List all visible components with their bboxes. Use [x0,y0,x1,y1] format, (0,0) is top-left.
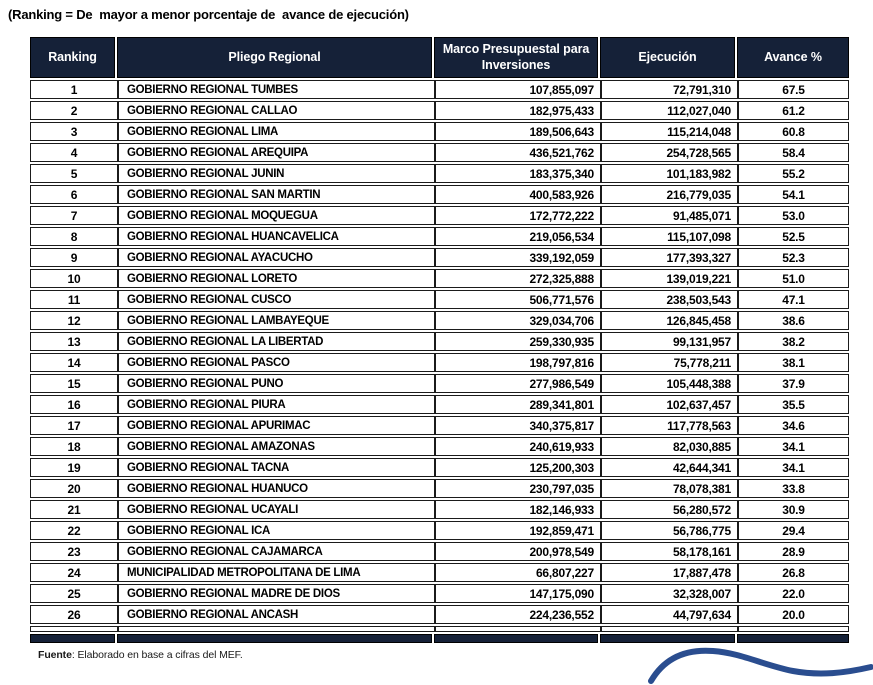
cell-ranking: 24 [67,565,81,580]
cell-avance: 26.8 [737,564,848,581]
cell-marco: 125,200,303 [434,459,600,476]
cell-avance: 34.1 [737,459,848,476]
table-row [30,605,849,624]
cell-pliego: GOBIERNO REGIONAL TACNA [117,459,434,476]
cell-ejecucion: 75,778,211 [600,354,737,371]
table-header-row [30,37,849,78]
cell-ejecucion: 126,845,458 [600,312,737,329]
cell-pliego: GOBIERNO REGIONAL CALLAO [117,102,434,119]
table-row [30,248,849,267]
column-header-pliego-regional: Pliego Regional [117,37,432,78]
table-row [30,122,849,141]
cell-ranking: 11 [67,292,81,307]
cell-ranking: 9 [70,250,78,265]
column-header-avance: Avance % [737,37,849,78]
cell-marco: 259,330,935 [434,333,600,350]
empty-row [30,626,849,632]
cell-marco: 107,855,097 [434,81,600,98]
cell-marco: 224,236,552 [434,606,600,623]
footer-bar-segment [117,634,432,643]
cell-marco: 183,375,340 [434,165,600,182]
cell-ejecucion: 72,791,310 [600,81,737,98]
cell-ranking: 2 [70,103,78,118]
cell-avance: 35.5 [737,396,848,413]
cell-pliego: GOBIERNO REGIONAL AYACUCHO [117,249,434,266]
cell-ejecucion: 105,448,388 [600,375,737,392]
table-body [30,80,849,624]
cell-avance: 61.2 [737,102,848,119]
cell-pliego: GOBIERNO REGIONAL LA LIBERTAD [117,333,434,350]
cell-pliego: GOBIERNO REGIONAL ICA [117,522,434,539]
empty-cell [600,627,737,631]
cell-pliego: GOBIERNO REGIONAL TUMBES [117,81,434,98]
footer-bar-segment [600,634,735,643]
cell-marco: 277,986,549 [434,375,600,392]
cell-pliego: GOBIERNO REGIONAL LORETO [117,270,434,287]
cell-ejecucion: 82,030,885 [600,438,737,455]
table-row [30,395,849,414]
cell-marco: 339,192,059 [434,249,600,266]
cell-marco: 189,506,643 [434,123,600,140]
cell-avance: 51.0 [737,270,848,287]
cell-ranking: 18 [67,439,81,454]
table-row [30,143,849,162]
partial-logo-swoosh-icon [643,645,873,685]
cell-ranking: 19 [67,460,81,475]
cell-pliego: GOBIERNO REGIONAL HUANUCO [117,480,434,497]
cell-avance: 37.9 [737,375,848,392]
cell-pliego: GOBIERNO REGIONAL LIMA [117,123,434,140]
cell-pliego: GOBIERNO REGIONAL CAJAMARCA [117,543,434,560]
cell-marco: 198,797,816 [434,354,600,371]
cell-ejecucion: 32,328,007 [600,585,737,602]
cell-marco: 182,146,933 [434,501,600,518]
cell-avance: 60.8 [737,123,848,140]
cell-pliego: GOBIERNO REGIONAL HUANCAVELICA [117,228,434,245]
cell-pliego: GOBIERNO REGIONAL LAMBAYEQUE [117,312,434,329]
table-row [30,542,849,561]
ranking-table [30,37,849,643]
cell-avance: 53.0 [737,207,848,224]
table-row [30,563,849,582]
cell-ejecucion: 44,797,634 [600,606,737,623]
cell-ejecucion: 177,393,327 [600,249,737,266]
table-row [30,290,849,309]
cell-avance: 20.0 [737,606,848,623]
cell-avance: 28.9 [737,543,848,560]
cell-pliego: GOBIERNO REGIONAL CUSCO [117,291,434,308]
cell-pliego: GOBIERNO REGIONAL ANCASH [117,606,434,623]
cell-ranking: 22 [67,523,81,538]
cell-ejecucion: 115,214,048 [600,123,737,140]
cell-pliego: GOBIERNO REGIONAL UCAYALI [117,501,434,518]
cell-pliego: GOBIERNO REGIONAL SAN MARTIN [117,186,434,203]
table-footer-bar [30,634,849,643]
cell-ranking: 20 [67,481,81,496]
empty-cell [117,627,434,631]
cell-ranking: 17 [67,418,81,433]
empty-cell [31,627,117,631]
cell-avance: 55.2 [737,165,848,182]
cell-ranking: 14 [67,355,81,370]
cell-marco: 182,975,433 [434,102,600,119]
cell-ejecucion: 58,178,161 [600,543,737,560]
cell-avance: 30.9 [737,501,848,518]
cell-ejecucion: 115,107,098 [600,228,737,245]
table-row [30,206,849,225]
cell-ranking: 26 [67,607,81,622]
cell-avance: 58.4 [737,144,848,161]
cell-ejecucion: 56,786,775 [600,522,737,539]
cell-marco: 192,859,471 [434,522,600,539]
cell-avance: 52.3 [737,249,848,266]
cell-pliego: GOBIERNO REGIONAL AMAZONAS [117,438,434,455]
cell-avance: 34.1 [737,438,848,455]
table-row [30,269,849,288]
cell-ejecucion: 101,183,982 [600,165,737,182]
cell-avance: 22.0 [737,585,848,602]
cell-ranking: 16 [67,397,81,412]
empty-cell [434,627,600,631]
cell-ejecucion: 102,637,457 [600,396,737,413]
table-row [30,185,849,204]
cell-ejecucion: 216,779,035 [600,186,737,203]
cell-pliego: GOBIERNO REGIONAL PIURA [117,396,434,413]
cell-ejecucion: 99,131,957 [600,333,737,350]
cell-avance: 38.1 [737,354,848,371]
cell-avance: 29.4 [737,522,848,539]
cell-avance: 67.5 [737,81,848,98]
cell-marco: 200,978,549 [434,543,600,560]
cell-ranking: 12 [67,313,81,328]
table-row [30,479,849,498]
cell-marco: 147,175,090 [434,585,600,602]
cell-ejecucion: 254,728,565 [600,144,737,161]
cell-ranking: 5 [70,166,78,181]
cell-pliego: GOBIERNO REGIONAL JUNIN [117,165,434,182]
table-row [30,353,849,372]
cell-ranking: 1 [70,82,78,97]
footer-bar-segment [737,634,849,643]
cell-ejecucion: 139,019,221 [600,270,737,287]
cell-pliego: GOBIERNO REGIONAL PASCO [117,354,434,371]
cell-marco: 172,772,222 [434,207,600,224]
cell-marco: 240,619,933 [434,438,600,455]
cell-ranking: 23 [67,544,81,559]
cell-ejecucion: 91,485,071 [600,207,737,224]
table-row [30,101,849,120]
ranking-note: (Ranking = De mayor a menor porcentaje de avance de ejecución) [8,7,409,22]
source-text: : Elaborado en base a cifras del MEF. [71,649,243,661]
cell-ejecucion: 112,027,040 [600,102,737,119]
table-row [30,164,849,183]
table-row [30,458,849,477]
cell-pliego: GOBIERNO REGIONAL PUNO [117,375,434,392]
cell-ranking: 10 [67,271,81,286]
cell-ranking: 21 [67,502,81,517]
cell-ranking: 7 [70,208,78,223]
cell-ejecucion: 42,644,341 [600,459,737,476]
table-row [30,500,849,519]
cell-ranking: 15 [67,376,81,391]
cell-marco: 400,583,926 [434,186,600,203]
cell-marco: 340,375,817 [434,417,600,434]
column-header-ejecucion: Ejecución [600,37,735,78]
table-row [30,521,849,540]
cell-ranking: 6 [70,187,78,202]
cell-avance: 54.1 [737,186,848,203]
cell-ejecucion: 117,778,563 [600,417,737,434]
footer-bar-segment [30,634,115,643]
cell-ranking: 13 [67,334,81,349]
table-row [30,80,849,99]
cell-pliego: GOBIERNO REGIONAL AREQUIPA [117,144,434,161]
cell-avance: 33.8 [737,480,848,497]
table-row [30,416,849,435]
cell-avance: 52.5 [737,228,848,245]
cell-marco: 219,056,534 [434,228,600,245]
cell-avance: 38.6 [737,312,848,329]
cell-pliego: GOBIERNO REGIONAL MOQUEGUA [117,207,434,224]
table-row [30,437,849,456]
cell-ejecucion: 238,503,543 [600,291,737,308]
table-row [30,584,849,603]
cell-ejecucion: 17,887,478 [600,564,737,581]
cell-ranking: 8 [70,229,78,244]
cell-ranking: 3 [70,124,78,139]
cell-ejecucion: 78,078,381 [600,480,737,497]
cell-avance: 38.2 [737,333,848,350]
column-header-ranking: Ranking [30,37,115,78]
cell-marco: 506,771,576 [434,291,600,308]
table-row [30,332,849,351]
cell-pliego: MUNICIPALIDAD METROPOLITANA DE LIMA [117,564,434,581]
cell-marco: 272,325,888 [434,270,600,287]
cell-ranking: 4 [70,145,78,160]
table-row [30,311,849,330]
cell-marco: 230,797,035 [434,480,600,497]
cell-pliego: GOBIERNO REGIONAL MADRE DE DIOS [117,585,434,602]
cell-ranking: 25 [67,586,81,601]
footer-bar-segment [434,634,598,643]
source-label: Fuente [38,649,72,661]
source-note [38,649,243,661]
cell-marco: 66,807,227 [434,564,600,581]
cell-marco: 436,521,762 [434,144,600,161]
cell-avance: 47.1 [737,291,848,308]
table-row [30,227,849,246]
cell-marco: 329,034,706 [434,312,600,329]
cell-marco: 289,341,801 [434,396,600,413]
cell-ejecucion: 56,280,572 [600,501,737,518]
column-header-marco-presupuestal: Marco Presupuestal para Inversiones [434,37,598,78]
cell-pliego: GOBIERNO REGIONAL APURIMAC [117,417,434,434]
cell-avance: 34.6 [737,417,848,434]
empty-cell [737,627,848,631]
table-row [30,374,849,393]
